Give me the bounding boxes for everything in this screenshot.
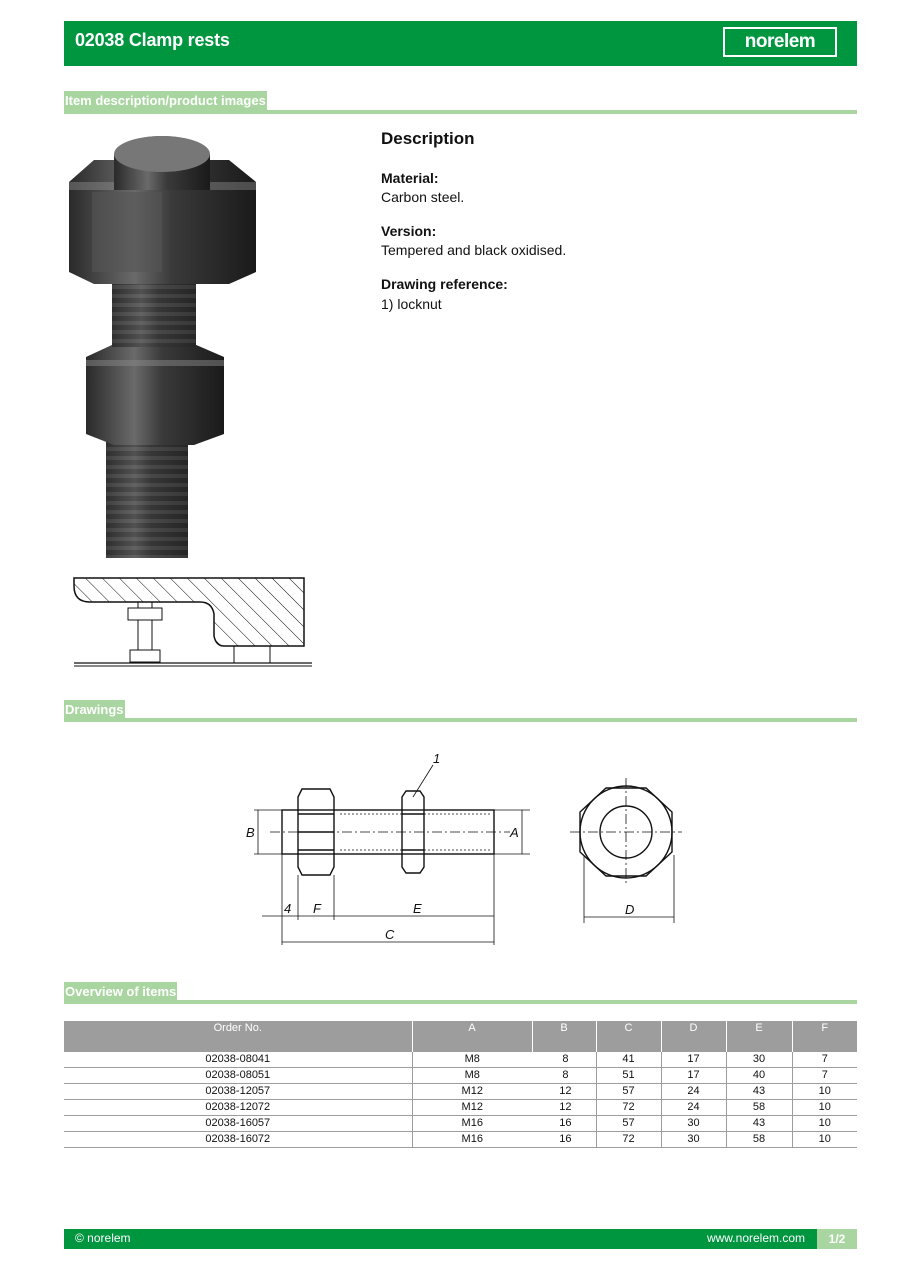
section-divider bbox=[64, 1000, 857, 1004]
locknut-reference-label: 1 bbox=[433, 751, 441, 766]
material-value: Carbon steel. bbox=[381, 189, 465, 205]
application-sketch bbox=[64, 574, 314, 670]
dim-label-e: E bbox=[413, 901, 422, 916]
cell-d: 30 bbox=[661, 1132, 726, 1148]
dim-label-b: B bbox=[246, 825, 255, 840]
col-d: D bbox=[661, 1021, 726, 1052]
col-order-no: Order No. bbox=[64, 1021, 412, 1052]
page-number: 1/2 bbox=[817, 1229, 857, 1249]
technical-drawing bbox=[230, 745, 700, 955]
cell-order-no: 02038-12057 bbox=[64, 1084, 412, 1100]
items-table bbox=[64, 1021, 857, 1148]
drawing-reference-label: Drawing reference: bbox=[381, 276, 508, 292]
cell-f: 10 bbox=[792, 1100, 857, 1116]
page-header bbox=[64, 21, 857, 66]
col-f: F bbox=[792, 1021, 857, 1052]
page-footer bbox=[64, 1229, 857, 1249]
dim-label-4: 4 bbox=[284, 901, 292, 916]
table-row bbox=[64, 1084, 857, 1100]
version-label: Version: bbox=[381, 223, 437, 239]
cell-e: 43 bbox=[726, 1116, 792, 1132]
table-header-row bbox=[64, 1021, 857, 1052]
cell-b: 8 bbox=[532, 1068, 596, 1084]
cell-d: 24 bbox=[661, 1100, 726, 1116]
cell-c: 41 bbox=[596, 1052, 661, 1068]
cell-order-no: 02038-16072 bbox=[64, 1132, 412, 1148]
cell-b: 16 bbox=[532, 1132, 596, 1148]
section-title-drawings: Drawings bbox=[65, 702, 124, 717]
drawing-reference-value: 1) locknut bbox=[381, 296, 442, 312]
cell-b: 16 bbox=[532, 1116, 596, 1132]
section-title-overview: Overview of items bbox=[65, 984, 177, 999]
cell-f: 7 bbox=[792, 1068, 857, 1084]
dim-label-f: F bbox=[313, 901, 321, 916]
cell-a: M12 bbox=[412, 1100, 532, 1116]
cell-e: 58 bbox=[726, 1100, 792, 1116]
cell-f: 10 bbox=[792, 1132, 857, 1148]
col-e: E bbox=[726, 1021, 792, 1052]
cell-order-no: 02038-16057 bbox=[64, 1116, 412, 1132]
table-row bbox=[64, 1052, 857, 1068]
cell-a: M8 bbox=[412, 1052, 532, 1068]
section-divider bbox=[64, 718, 857, 722]
section-divider bbox=[64, 110, 857, 114]
page-title: 02038 Clamp rests bbox=[75, 30, 230, 50]
cell-e: 30 bbox=[726, 1052, 792, 1068]
cell-f: 10 bbox=[792, 1116, 857, 1132]
dim-label-d: D bbox=[625, 902, 635, 917]
cell-a: M16 bbox=[412, 1132, 532, 1148]
cell-c: 72 bbox=[596, 1100, 661, 1116]
material-label: Material: bbox=[381, 170, 439, 186]
cell-b: 12 bbox=[532, 1084, 596, 1100]
cell-a: M8 bbox=[412, 1068, 532, 1084]
cell-order-no: 02038-12072 bbox=[64, 1100, 412, 1116]
cell-order-no: 02038-08051 bbox=[64, 1068, 412, 1084]
dim-label-c: C bbox=[385, 927, 395, 942]
col-c: C bbox=[596, 1021, 661, 1052]
description-title: Description bbox=[381, 129, 475, 148]
website-link[interactable]: www.norelem.com bbox=[706, 1231, 805, 1245]
cell-a: M16 bbox=[412, 1116, 532, 1132]
cell-c: 72 bbox=[596, 1132, 661, 1148]
cell-c: 57 bbox=[596, 1084, 661, 1100]
table-row bbox=[64, 1068, 857, 1084]
cell-e: 58 bbox=[726, 1132, 792, 1148]
cell-e: 43 bbox=[726, 1084, 792, 1100]
cell-c: 51 bbox=[596, 1068, 661, 1084]
cell-f: 7 bbox=[792, 1052, 857, 1068]
cell-d: 17 bbox=[661, 1068, 726, 1084]
cell-c: 57 bbox=[596, 1116, 661, 1132]
cell-order-no: 02038-08041 bbox=[64, 1052, 412, 1068]
norelem-logo: norelem bbox=[723, 27, 837, 57]
cell-b: 12 bbox=[532, 1100, 596, 1116]
cell-b: 8 bbox=[532, 1052, 596, 1068]
version-value: Tempered and black oxidised. bbox=[381, 242, 567, 258]
col-b: B bbox=[532, 1021, 596, 1052]
table-row bbox=[64, 1116, 857, 1132]
col-a: A bbox=[412, 1021, 532, 1052]
cell-e: 40 bbox=[726, 1068, 792, 1084]
table-row bbox=[64, 1132, 857, 1148]
product-photo bbox=[64, 132, 264, 564]
cell-d: 24 bbox=[661, 1084, 726, 1100]
cell-f: 10 bbox=[792, 1084, 857, 1100]
section-title-item-description: Item description/product images bbox=[65, 93, 266, 108]
cell-a: M12 bbox=[412, 1084, 532, 1100]
table-row bbox=[64, 1100, 857, 1116]
cell-d: 17 bbox=[661, 1052, 726, 1068]
cell-d: 30 bbox=[661, 1116, 726, 1132]
copyright-text: © norelem bbox=[75, 1231, 131, 1245]
dim-label-a: A bbox=[510, 825, 519, 840]
